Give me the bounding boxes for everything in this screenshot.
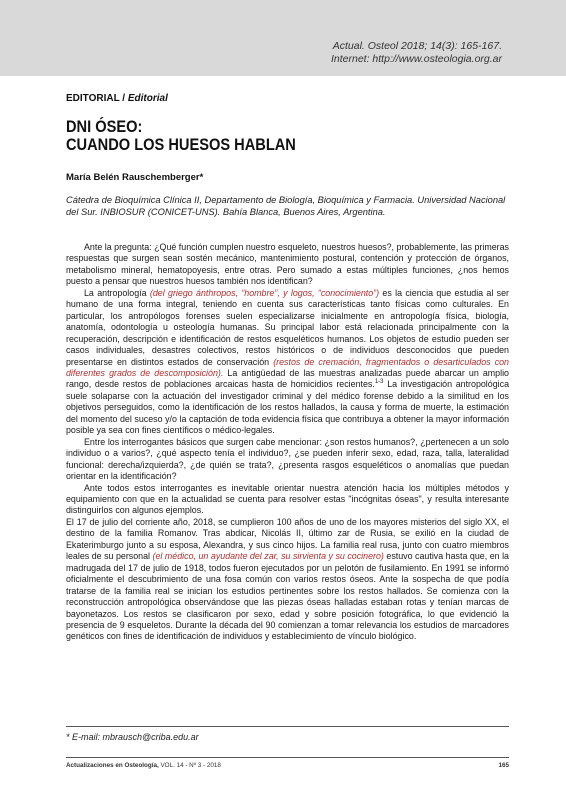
paragraph-2 xyxy=(66,288,509,437)
paragraph-1: Ante la pregunta: ¿Qué función cumplen nuestro esqueleto, nuestros huesos?, probablemente, las primeras respuestas que surgen sean sostén mecánico, mantenimiento postural, contención y protección de órganos, metabolismo mineral, hematopoyesis, entre otras. Pero sumado a estas múltiples funciones, ¿nos hemos puesto a pensar que nuestros huesos también nos identifican? xyxy=(66,242,509,287)
footnote-divider xyxy=(66,726,509,727)
section-label-text: EDITORIAL / xyxy=(66,93,126,104)
author-affiliation: Cátedra de Bioquímica Clínica II, Departamento de Biología, Bioquímica y Farmacia. Universidad Nacional del Sur. INBIOSUR (CONICET-UNS). Bahía Blanca, Buenos Aires, Argentina. xyxy=(66,195,506,218)
reference-marker: 1-3 xyxy=(374,379,384,386)
article-title xyxy=(66,118,296,154)
p2-conservation-note: (restos de cremación, fragmentados o desarticulados con diferentes grados de descomposición). xyxy=(66,356,509,378)
title-line-1: DNI ÓSEO: xyxy=(66,117,143,136)
p2-text-f: La investigación antropológica suele solaparse con la actuación del investigador criminal y del médico forense debido a la similitud en los objetivos perseguidos, como la identificación de los restos hallados, la causa y forma de muerte, la estimación del momento del suceso y/o la captación de toda evidencia física que contribuya a obtener la mayor información posible ya sea con fines científicos o médico-legales. xyxy=(66,379,509,436)
paragraph-3: Entre los interrogantes básicos que surgen cabe mencionar: ¿son restos humanos?, ¿pertenecen a un solo individuo o a varios?, ¿qué aspecto tenía el individuo?, ¿se pueden inferir sexo, edad, raza, talla, lateralidad funcional: derecha/izquierda?, ¿de quién se trata?, ¿presenta rasgos esqueléticos o anomalías que puedan orientar en la identificación? xyxy=(66,436,509,482)
p5-staff-note: (el médico, un ayudante del zar, su sirvienta y su cocinero) xyxy=(152,551,384,562)
p5-text-a: El 17 de julio del corriente año, 2018, se cumplieron 100 años de uno de los mayores misterios del siglo XX, el destino de la familia Romanov. Tras abdicar, Nicolás II, último zar de Rusia, se exilió en la ciudad de Ekaterimburgo junto a su esposa, Alexandra, y sus cinco hijos. La familia real rusa, junto con cuatro miembros leales de su personal xyxy=(66,516,509,562)
section-sublabel: Editorial xyxy=(127,93,168,104)
page-number: 165 xyxy=(498,762,509,769)
footnote-email: * E-mail: mbrausch@criba.edu.ar xyxy=(66,732,199,742)
title-line-2: CUANDO LOS HUESOS HABLAN xyxy=(66,135,296,154)
p5-text-c: estuvo cautiva hasta que, en la madrugada del 17 de julio de 1918, todos fueron ejecutados por un pelotón de fusilamiento. En 1991 se informó oficialmente el descubrimiento de una fosa común con varios restos óseos. Ante la sospecha de que podía tratarse de la familia real se inician los estudios pertinentes sobre los restos hallados. Se comienza con la reconstrucción antropológica observándose que las piezas óseas halladas estaban rotas y tenían marcas de bayonetazos. Los restos se clasificaron por sexo, edad y sobre posición fotográfica, lo que evidenció la presencia de 9 esqueletos. Durante la década del 90 comienzan a tomar relevancia los estudios de marcadores genéticos con fines de identificación de individuos y establecimiento de vínculo biológico. xyxy=(66,551,509,642)
paragraph-5 xyxy=(66,517,509,643)
footer-journal xyxy=(66,762,221,769)
footer-journal-name: Actualizaciones en Osteología, xyxy=(66,762,159,769)
citation-line-2: Internet: http://www.osteologia.org.ar xyxy=(330,53,502,65)
p2-text-c: es la ciencia que estudia al ser humano de una forma integral, teniendo en cuenta sus características tanto físicas como culturales. En particular, los antropólogos forenses suelen especializarse inicialmente en antropología física, biología, anatomía, odontología u osteología humanas. Su principal labor está relacionada principalmente con la recuperación, descripción e identificación de restos esqueléticos humanos. Los objetos de estudio pueden ser casos individuales, desastres colectivos, restos históricos o de individuos desconocidos que pueden presentarse en distintos estados de conservación xyxy=(66,287,510,367)
p2-text-a: La antropología xyxy=(84,287,147,298)
journal-citation xyxy=(202,40,502,66)
p2-etymology: (del griego ánthropos, “hombre”, y logos, “conocimiento”) xyxy=(149,287,380,298)
section-label xyxy=(66,93,168,104)
author-name: María Belén Rauschemberger* xyxy=(66,172,204,183)
footer-issue: VOL. 14 - Nº 3 - 2018 xyxy=(160,762,221,769)
citation-line-1: Actual. Osteol 2018; 14(3): 165-167. xyxy=(332,40,502,52)
footer-divider xyxy=(66,757,509,758)
p2-text-e: La antigüedad de las muestras analizadas puede abarcar un amplio rango, desde restos de poblaciones arcaicas hasta de homicidios recientes. xyxy=(66,367,509,390)
article-body xyxy=(66,242,509,643)
paragraph-4: Ante todos estos interrogantes es inevitable orientar nuestra atención hacia los múltiples métodos y equipamiento con que en la actualidad se cuenta para resolver estas "incógnitas óseas", y resulta interesante distinguirlos con algunos ejemplos. xyxy=(66,482,509,516)
